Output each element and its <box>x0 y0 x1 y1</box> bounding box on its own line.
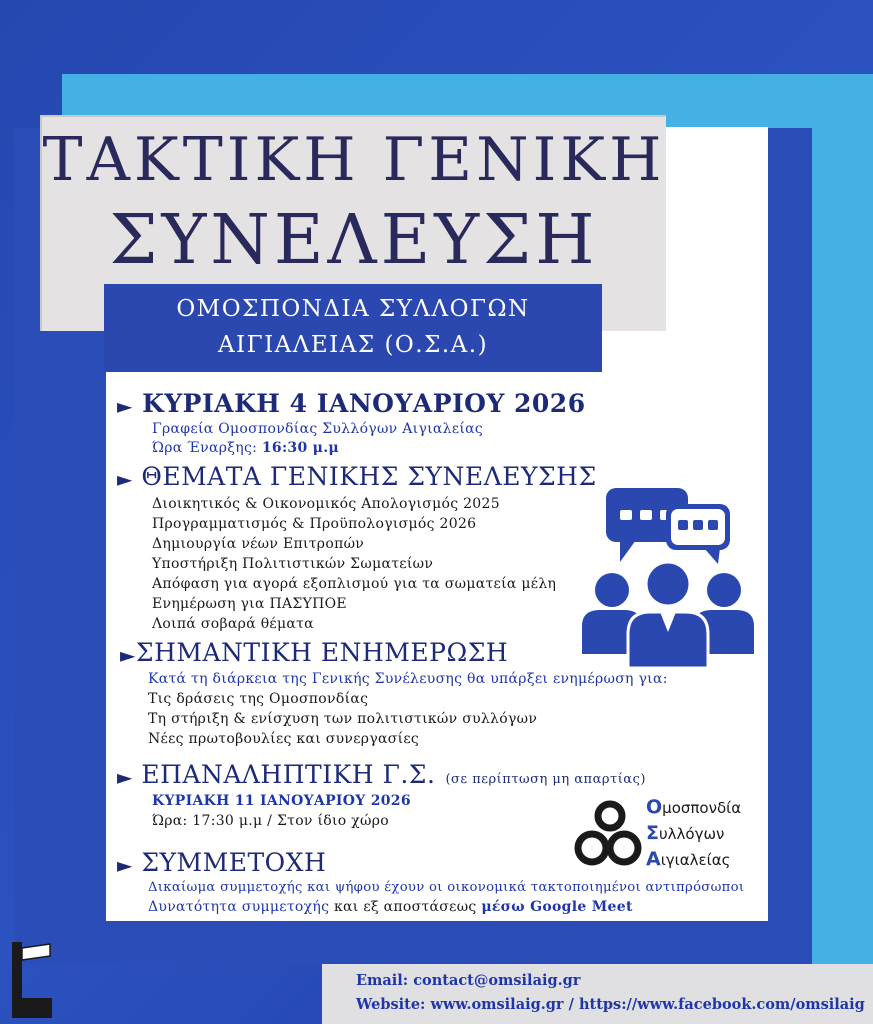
arrow-icon: ► <box>117 393 133 418</box>
participation-line2-post: μέσω Google Meet <box>481 899 633 915</box>
people-chat-icon <box>580 486 756 670</box>
update-item: Νέες πρωτοβουλίες και συνεργασίες <box>148 731 420 747</box>
topics-heading <box>117 462 597 491</box>
participation-line2-mid: και εξ αποστάσεως <box>334 899 482 915</box>
arrow-icon: ► <box>117 852 133 877</box>
organization-banner <box>104 284 602 372</box>
update-item: Τη στήριξη & ενίσχυση των πολιτιστικών συλλόγων <box>148 711 538 727</box>
logo-cap: Ο <box>646 796 663 818</box>
arrow-icon: ► <box>117 466 133 491</box>
topic-item: Δημιουργία νέων Επιτροπών <box>152 536 365 552</box>
repeat-heading-text: ΕΠΑΝΑΛΗΠΤΙΚΗ Γ.Σ. <box>141 760 436 789</box>
logo-line2 <box>646 822 724 844</box>
topic-item: Απόφαση για αγορά εξοπλισμού για τα σωματεία μέλη <box>152 576 557 592</box>
topic-item: Υποστήριξη Πολιτιστικών Σωματείων <box>152 556 434 572</box>
date-heading-text: ΚΥΡΙΑΚΗ 4 ΙΑΝΟΥΑΡΙΟΥ 2026 <box>142 389 586 418</box>
page-title-line1: ΤΑΚΤΙΚΗ ΓΕΝΙΚΗ <box>42 125 666 195</box>
start-time-label: Ώρα Έναρξης: <box>152 440 262 456</box>
logo-cap: Σ <box>646 822 659 844</box>
repeat-heading <box>117 760 646 789</box>
start-time <box>152 440 339 456</box>
date-heading <box>117 389 586 418</box>
page-title-line2: ΣΥΝΕΛΕΥΣΗ <box>109 201 599 280</box>
update-heading-text: ΣΗΜΑΝΤΙΚΗ ΕΝΗΜΕΡΩΣΗ <box>135 638 509 667</box>
logo-rest: μοσπονδία <box>662 799 742 817</box>
arrow-icon: ► <box>120 642 136 667</box>
participation-heading <box>117 848 326 877</box>
update-intro: Κατά τη διάρκεια της Γενικής Συνέλευσης θα υπάρξει ενημέρωση για: <box>148 671 668 687</box>
logo-rest: υλλόγων <box>658 825 725 843</box>
start-time-value: 16:30 μ.μ <box>261 440 339 456</box>
footer-website[interactable]: Website: www.omsilaig.gr / https://www.facebook.com/omsilaig <box>356 996 865 1013</box>
logo-cap: Α <box>646 848 661 870</box>
logo-line3 <box>646 848 730 870</box>
footer-email[interactable]: Email: contact@omsilaig.gr <box>356 972 581 989</box>
organization-line2: ΑΙΓΙΑΛΕΙΑΣ (Ο.Σ.Α.) <box>217 332 489 358</box>
update-item: Τις δράσεις της Ομοσπονδίας <box>148 691 369 707</box>
repeat-time: Ώρα: 17:30 μ.μ / Στον ίδιο χώρο <box>152 813 390 829</box>
venthus-logo-icon <box>10 940 54 1020</box>
organization-line1: ΟΜΟΣΠΟΝΔΙΑ ΣΥΛΛΟΓΩΝ <box>176 296 530 322</box>
repeat-date: ΚΥΡΙΑΚΗ 11 ΙΑΝΟΥΑΡΙΟΥ 2026 <box>152 793 411 809</box>
logo-line1 <box>646 796 741 818</box>
osa-logo <box>574 796 764 876</box>
participation-line2 <box>148 899 633 915</box>
topics-heading-text: ΘΕΜΑΤΑ ΓΕΝΙΚΗΣ ΣΥΝΕΛΕΥΣΗΣ <box>141 462 597 491</box>
meeting-place: Γραφεία Ομοσπονδίας Συλλόγων Αιγιαλείας <box>152 421 484 437</box>
topic-item: Λοιπά σοβαρά θέματα <box>152 616 314 632</box>
repeat-note: (σε περίπτωση μη απαρτίας) <box>445 772 646 787</box>
topic-item: Ενημέρωση για ΠΑΣΥΠΟΕ <box>152 596 347 612</box>
topic-item: Διοικητικός & Οικονομικός Απολογισμός 2025 <box>152 496 500 512</box>
footer <box>322 964 873 1024</box>
participation-line2-pre: Δυνατότητα συμμετοχής <box>148 899 334 915</box>
logo-rest: ιγιαλείας <box>660 851 731 869</box>
participation-line1: Δικαίωμα συμμετοχής και ψήφου έχουν οι οικονομικά τακτοποιημένοι αντιπρόσωποι <box>148 880 745 895</box>
update-heading <box>120 638 508 667</box>
arrow-icon: ► <box>117 764 133 789</box>
osa-logo-icon <box>574 800 644 868</box>
topic-item: Προγραμματισμός & Προϋπολογισμός 2026 <box>152 516 477 532</box>
participation-heading-text: ΣΥΜΜΕΤΟΧΗ <box>141 848 327 877</box>
